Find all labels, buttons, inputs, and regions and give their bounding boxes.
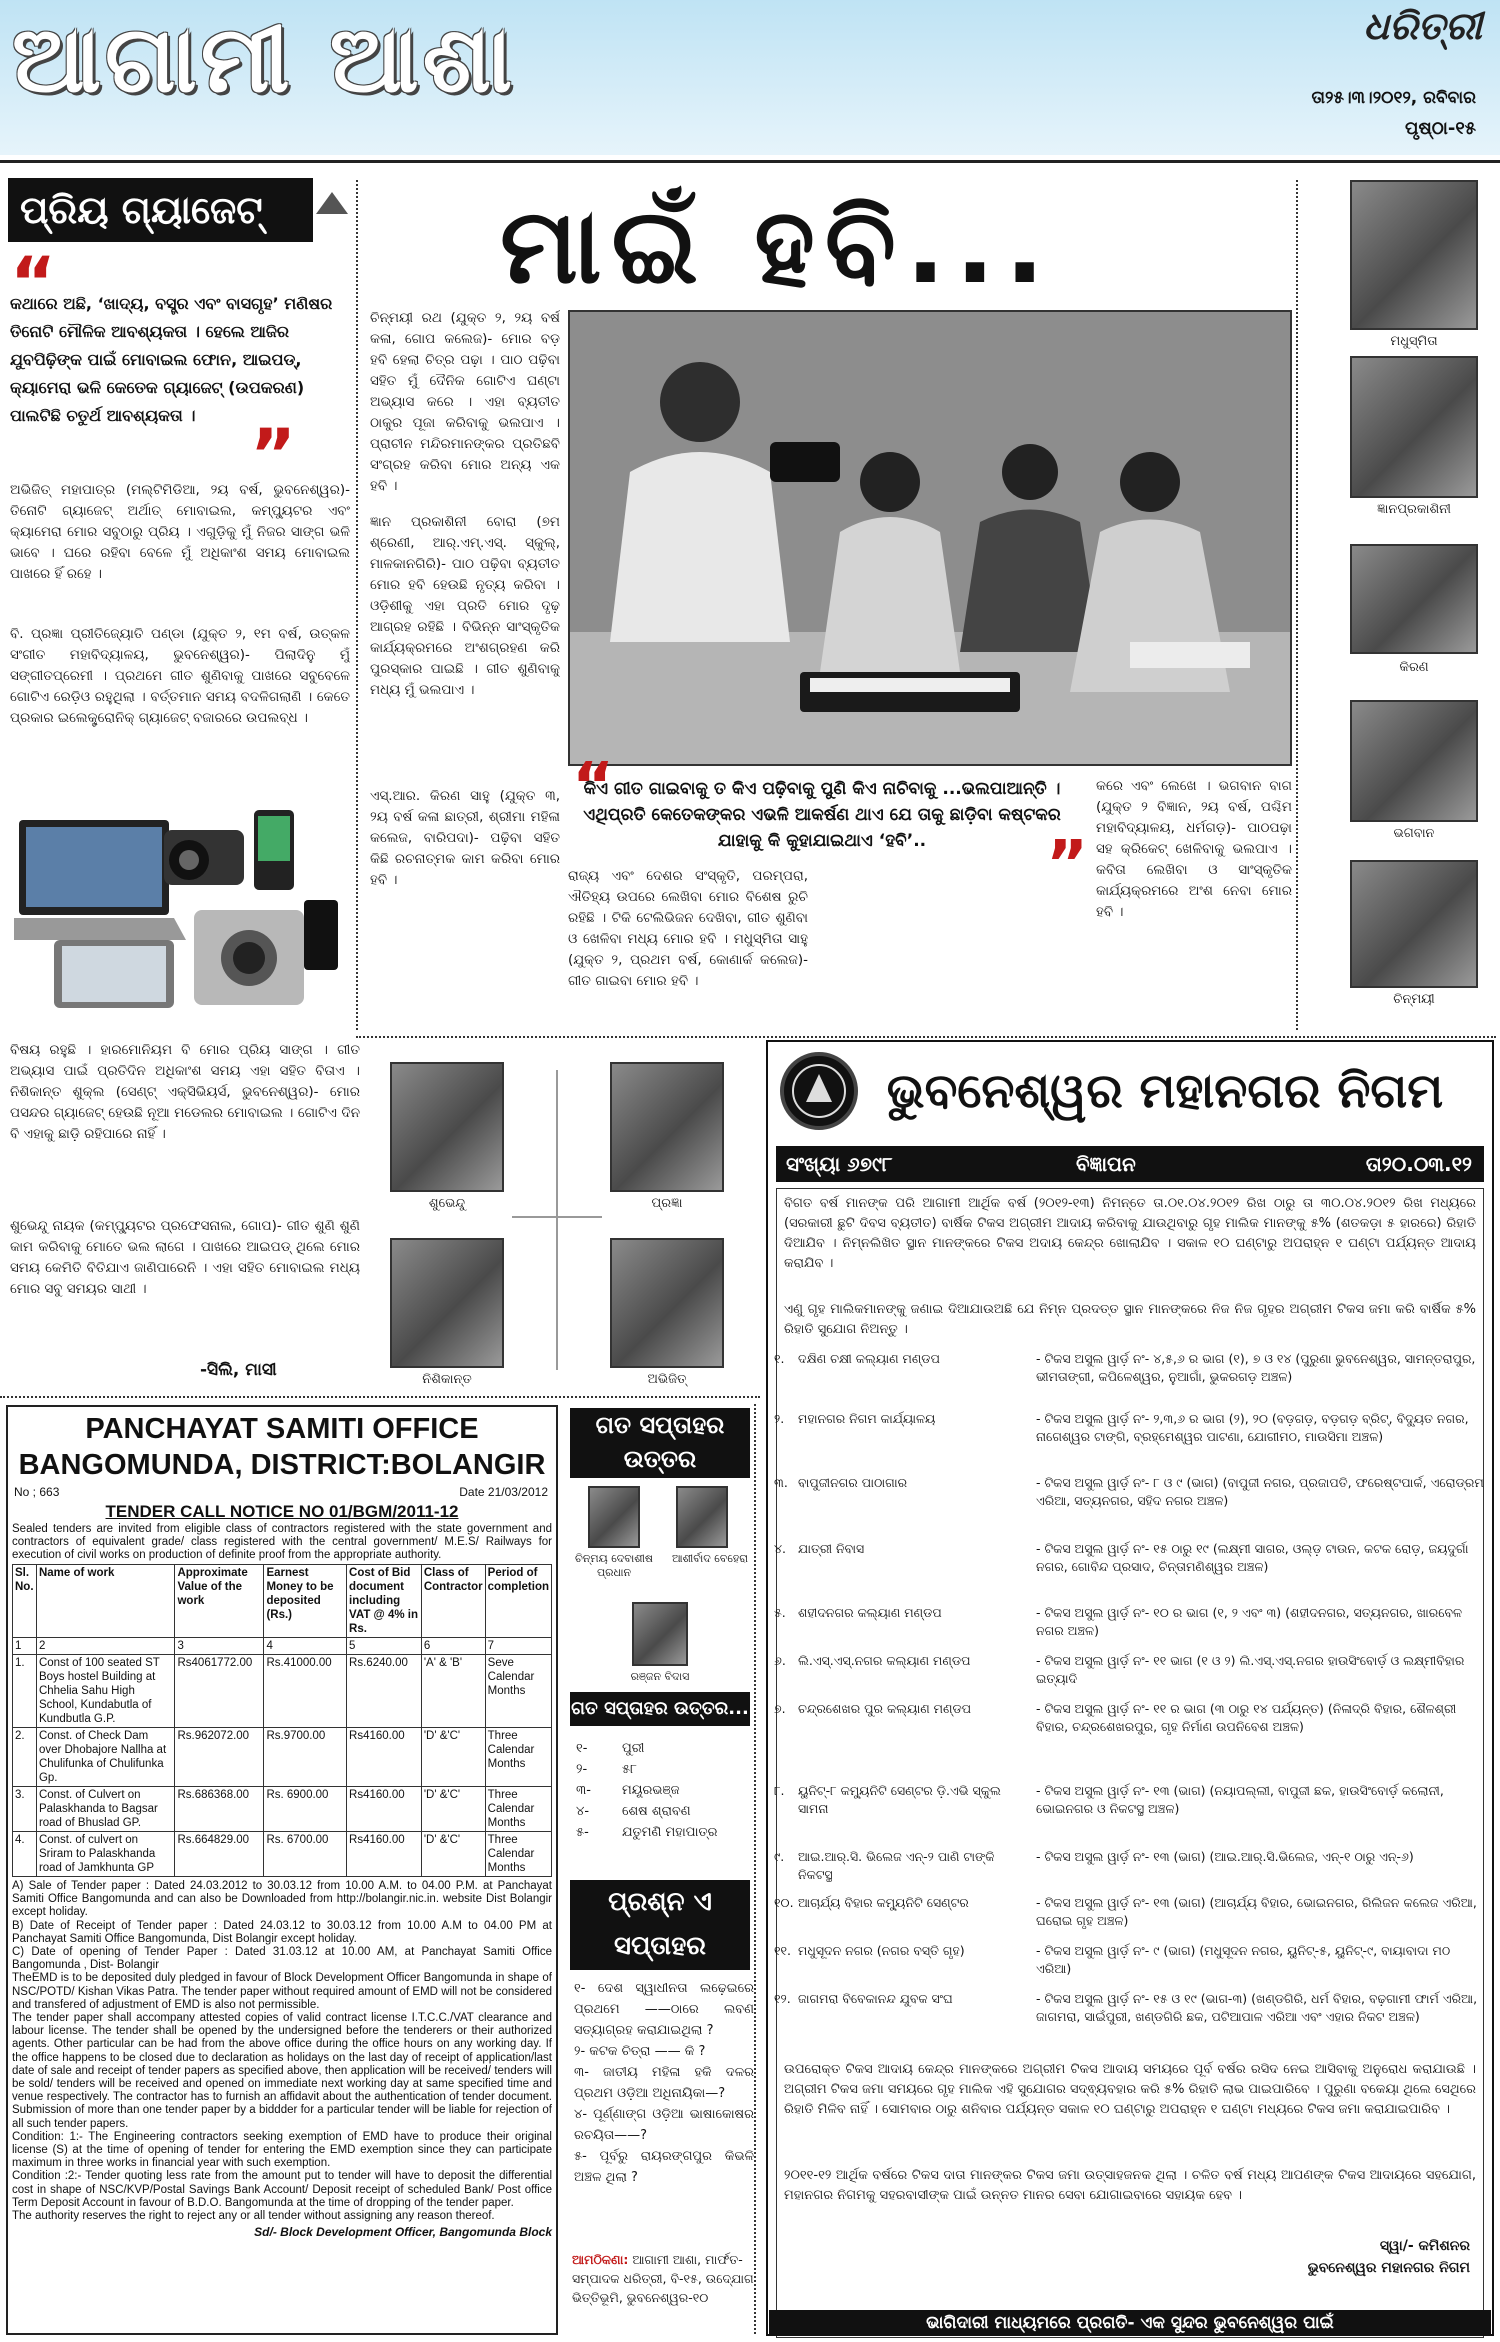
pullquote-open-icon: “ bbox=[572, 750, 615, 824]
feature-col1-para-2: ଜ୍ଞାନ ପ୍ରକାଶିନୀ ବୋରା (୭ମ ଶ୍ରେଣୀ, ଆର୍.ଏମ୍.ଏସ୍. ସ୍କୁଲ୍, ମାଳକାନଗିରି)- ପାଠ ପଢ଼ିବା ବ୍ୟତୀତ ମୋର ହବି ହେଉଛି ନୃତ୍ୟ କରିବା । ଓଡ଼ିଶୀକୁ ଏହା ପ୍ରତି ମୋର ଦୃଢ଼ ଆଗ୍ରହ ରହିଛି । ବିଭିନ୍ନ ସାଂସ୍କୃତିକ କାର୍ଯ୍ୟକ୍ରମରେ ଅଂଶଗ୍ରହଣ କରି ପୁରସ୍କାର ପାଇଛି । ଗୀତ ଶୁଣିବାକୁ ମଧ୍ୟ ମୁଁ ଭଲପାଏ । bbox=[370, 514, 560, 698]
thumb-photo-shubhendu bbox=[390, 1062, 504, 1192]
tender-cell: Rs.6240.00 bbox=[347, 1655, 422, 1728]
quiz-answer-text: ଯତୁମଣି ମହାପାତ୍ର bbox=[622, 1825, 718, 1840]
portrait-caption: ଚିନ୍ମୟୀ bbox=[1393, 992, 1435, 1007]
quiz-question: ୧- ଦେଶ ସ୍ୱାଧୀନତା ଲଢ଼େଇରେ ପ୍ରଥମେ ——ଠାରେ ଲବଣ ସତ୍ୟାଗ୍ରହ କରାଯାଇଥିଲା ? bbox=[574, 1981, 754, 2038]
thumb-photo-abhijit bbox=[610, 1238, 724, 1368]
thumb-caption: ଅଭିଜିତ୍ bbox=[647, 1372, 687, 1387]
tender-place: BANGOMUNDA, DISTRICT:BOLANGIR bbox=[18, 1449, 546, 1481]
bmc-row-num: ୯. bbox=[774, 1849, 785, 1864]
bmc-row-num: ୭. bbox=[774, 1701, 786, 1716]
quiz-address-text: ଆଗାମୀ ଆଶା, ମାର୍ଫତ- ସମ୍ପାଦକ ଧରିତ୍ରୀ, ବି-୧୫, ଉଦ୍ଯୋଗ ଭିତ୍ତିଭୂମି, ଭୁବନେଶ୍ୱର-୧୦ bbox=[572, 2252, 754, 2305]
bmc-row-num: ୩. bbox=[774, 1475, 788, 1490]
quiz-question: ୩- ଜାତୀୟ ମହିଳା ହକି ଦଳର ପ୍ରଥମ ଓଡ଼ିଆ ଅଧିନାୟିକା—? bbox=[574, 2065, 754, 2101]
quiz-question-header: ପ୍ରଶ୍ନ ଏ ସପ୍ତାହର bbox=[570, 1880, 750, 1970]
feature-col2-para: ରାଜ୍ୟ ଏବଂ ଦେଶର ସଂସ୍କୃତି, ପରମ୍ପରା, ଐତିହ୍ୟ ଉପରେ ଲେଖିବା ମୋର ବିଶେଷ ରୁଚି ରହିଛି । ଟିକି ଟେଲିଭିଜନ ଦେଖିବା, ଗୀତ ଶୁଣିବା ଓ ଖେଳିବା ମଧ୍ୟ ମୋର ହବି । ମଧୁସ୍ମିତା ସାହୁ (ଯୁକ୍ତ ୨, ପ୍ରଥମ ବର୍ଷ, କୋଣାର୍କ କଲେଜ)- ଗୀତ ଗାଇବା ମୋର ହବି । bbox=[568, 868, 808, 989]
portrait-column-divider bbox=[1296, 180, 1298, 1030]
tender-cell: 4. bbox=[13, 1832, 37, 1877]
quiz-answer-text: ଶେଷ ଶ୍ରାବଣ bbox=[622, 1804, 691, 1819]
tender-cell: Rs.41000.00 bbox=[264, 1655, 347, 1728]
tender-cell: 'D' &'C' bbox=[421, 1728, 485, 1787]
bmc-row-detail: - ଟିକସ ଅସୁଲ ୱାର୍ଡ଼ ନଂ- ୧୩ (ଭାଗ) (ନୟାପଲ୍ଲୀ, ବାପୁଜୀ ଛକ, ହାଉସିଂବୋର୍ଡ଼ କଲୋନୀ, ଭୋଇନଗର ଓ ନିକଟସ୍ଥ ଅଞ୍ଚଳ) bbox=[1036, 1783, 1444, 1816]
tender-condition: TheEMD is to be deposited duly pledged in favour of Block Development Officer Bangomunda in shape of NSC/POTD/ Kishan Vikas Patra. The tender paper without required amount of EMD will not be considered and transfered of adjustment of EMD is also not permissible. bbox=[12, 1972, 552, 2011]
tender-cell: 7 bbox=[485, 1638, 551, 1655]
quiz-address bbox=[572, 2250, 754, 2307]
bmc-date: ତା୨୦.୦୩.୧୨ bbox=[1365, 1152, 1472, 1176]
portrait-caption: ମଧୁସ୍ମିତା bbox=[1390, 334, 1438, 349]
tender-header-cell: Name of work bbox=[36, 1565, 175, 1638]
masthead-divider bbox=[0, 160, 1500, 163]
tender-cell: 1 bbox=[13, 1638, 37, 1655]
gadgets-icon bbox=[14, 800, 344, 1010]
tender-cell: Const. of Culvert on Palaskhanda to Bagsar road of Bhuslad GP. bbox=[36, 1787, 175, 1832]
bmc-row-venue: ମଧୁସୂଦନ ନଗର (ନଗର ବସ୍ତି ଗୃହ) bbox=[798, 1943, 965, 1958]
thumb-caption: ଶୁଭେନ୍ଦୁ bbox=[428, 1196, 466, 1211]
thumb-photo-prajna bbox=[610, 1062, 724, 1192]
bmc-sign-2: ଭୁବନେଶ୍ୱର ମହାନଗର ନିଗମ bbox=[1307, 2260, 1470, 2276]
tender-number: No ; 663 bbox=[14, 1485, 60, 1499]
tender-title: TENDER CALL NOTICE NO 01/BGM/2011-12 bbox=[105, 1502, 459, 1521]
masthead-title: ଆଗାମୀ ଆଶା bbox=[12, 6, 517, 113]
tender-condition: C) Date of opening of Tender Paper : Dated 31.03.12 at 10.00 AM, at Panchayat Samiti Office Bangomunda , Dist- Bolangir bbox=[12, 1946, 552, 1972]
bmc-row-venue: ଶହୀଦନଗର କଲ୍ୟାଣ ମଣ୍ଡପ bbox=[798, 1605, 942, 1620]
quiz-answer-row bbox=[576, 1801, 752, 1822]
bmc-row-num: ୬. bbox=[774, 1653, 786, 1668]
feature-col2b-para bbox=[816, 866, 1056, 1018]
feature-col1-para-3: ଏସ୍.ଆର. କିରଣ ସାହୁ (ଯୁକ୍ତ ୩, ୨ୟ ବର୍ଷ କଳା ଛାତ୍ରୀ, ଶ୍ରୀମା ମହିଳା କଲେଜ, ବାରିପଦା)- ପଢ଼ିବା ସହିତ କିଛି ରଚନାତ୍ମକ କାମ କରିବା ମୋର ହବି । bbox=[370, 788, 560, 888]
feature-pull-quote: କିଏ ଗୀତ ଗାଇବାକୁ ତ କିଏ ପଢ଼ିବାକୁ ପୁଣି କିଏ ନାଚିବାକୁ ...ଭଲପାଆନ୍ତି । ଏଥିପ୍ରତି କେତେକଙ୍କର ଏଭଳି ଆକର୍ଷଣ ଥାଏ ଯେ ତାକୁ ଛାଡ଼ିବା କଷ୍ଟକର ଯାହାକୁ କି କୁହାଯାଇଥାଏ ‘ହବି’.. bbox=[583, 779, 1061, 851]
tender-cell: Three Calendar Months bbox=[485, 1728, 551, 1787]
tender-cell: 2. bbox=[13, 1728, 37, 1787]
bmc-info-bar bbox=[776, 1146, 1484, 1182]
tender-cell: Rs.686368.00 bbox=[175, 1787, 264, 1832]
quiz-answer-text: ୫୮ bbox=[622, 1762, 637, 1777]
quiz-last-week-header: ଗତ ସପ୍ତାହର ଉତ୍ତର bbox=[570, 1408, 750, 1478]
quiz-answer-num: ୨- bbox=[576, 1762, 588, 1777]
tender-row bbox=[13, 1832, 552, 1877]
bmc-row-venue: ଚନ୍ଦ୍ରଶେଖର ପୁର କଲ୍ୟାଣ ମଣ୍ଡପ bbox=[798, 1701, 972, 1716]
bmc-outro-2: ୨୦୧୧-୧୨ ଆର୍ଥିକ ବର୍ଷରେ ଟିକସ ଦାତା ମାନଙ୍କର ଟିକସ ଜମା ଉତ୍ସାହଜନକ ଥିଲା । ଚଳିତ ବର୍ଷ ମଧ୍ୟ ଆପଣଙ୍କ ଟିକସ ଆଦାୟରେ ସହଯୋଗ, ମହାନଗର ନିଗମକୁ ସହରବାସୀଙ୍କ ପାଇଁ ଉନ୍ନତ ମାନର ସେବା ଯୋଗାଇବାରେ ସହାୟକ ହେବ । bbox=[784, 2168, 1476, 2203]
tender-row bbox=[13, 1787, 552, 1832]
pullquote-close-icon: ” bbox=[1046, 828, 1089, 902]
tender-cell: Rs. 6900.00 bbox=[264, 1787, 347, 1832]
thumb-caption: ପ୍ରଜ୍ଞା bbox=[651, 1196, 683, 1211]
winner-photo bbox=[632, 1602, 688, 1666]
tender-cell: Three Calendar Months bbox=[485, 1787, 551, 1832]
page-number: ପୃଷ୍ଠା-୧୫ bbox=[1405, 118, 1476, 139]
bmc-row-detail: - ଟିକସ ଅସୁଲ ୱାର୍ଡ଼ ନଂ- ୧୦ ର ଭାଗ (୧, ୨ ଏବଂ ୩) (ଶହୀଦନଗର, ସତ୍ୟନଗର, ଖାରବେଳ ନଗର ଅଞ୍ଚଳ) bbox=[1036, 1605, 1463, 1638]
tender-cell: 'D' &'C' bbox=[421, 1787, 485, 1832]
bmc-row-venue: ବାପୁଜୀନଗର ପାଠାଗାର bbox=[798, 1475, 908, 1490]
tender-cell: Rs.9700.00 bbox=[264, 1728, 347, 1787]
portrait-caption: ଭଗବାନ bbox=[1393, 826, 1435, 841]
quote-open-icon: “ bbox=[10, 242, 57, 324]
bmc-row-detail: - ଟିକସ ଅସୁଲ ୱାର୍ଡ଼ ନଂ- ୧୩ (ଭାଗ) (ଆଇ.ଆର୍.ସି.ଭିଲେଜ, ଏନ୍-୧ ଠାରୁ ଏନ୍-୬) bbox=[1036, 1849, 1414, 1864]
tender-cell: Rs. 6700.00 bbox=[264, 1832, 347, 1877]
bmc-row-detail: - ଟିକସ ଅସୁଲ ୱାର୍ଡ଼ ନଂ- ୧୩ (ଭାଗ) (ଆଚାର୍ଯ୍ୟ ବିହାର, ଭୋଇନଗର, ରିଲିଜନ କଲେଜ ଏରିଆ, ଘରୋଇ ଗୃହ ଅଞ୍ଚଳ) bbox=[1036, 1895, 1477, 1928]
bmc-row-venue: ଲି.ଏସ୍.ଏସ୍.ନଗର କଲ୍ୟାଣ ମଣ୍ଡପ bbox=[798, 1653, 971, 1668]
tender-cell: Rs4160.00 bbox=[347, 1787, 422, 1832]
tender-signature: Sd/- Block Development Officer, Bangomunda Block bbox=[254, 2225, 552, 2240]
bmc-row-detail: - ଟିକସ ଅସୁଲ ୱାର୍ଡ଼ ନଂ- ୧୫ ଓ ୧୯ (ଭାଗ-୩) (ଖଣ୍ଡଗିରି, ଧର୍ମ ବିହାର, ବଢ଼ଗାମୀ ଫାର୍ମ ଏରିଆ, ଜାଗମରା, ସାଇଁପୁରୀ, ଖଣ୍ଡଗିରି ଛକ, ପଟିଆପାଳ ଏରିଆ ଏବଂ ଏହାର ନିକଟ ଅଞ୍ଚଳ) bbox=[1036, 1991, 1478, 2024]
portrait-bhagaban bbox=[1350, 700, 1478, 822]
thumb-photo-nishikanta bbox=[390, 1238, 504, 1368]
tender-cell: 3. bbox=[13, 1787, 37, 1832]
bmc-row-num: ୧୨. bbox=[774, 1991, 791, 2006]
bmc-row-detail: - ଟିକସ ଅସୁଲ ୱାର୍ଡ଼ ନଂ- ୮ ଓ ୯ (ଭାଗ) (ବାପୁଜୀ ନଗର, ପ୍ରଜାପତି, ଫରେଷ୍ଟପାର୍କ, ଏରୋଡ୍ରମ ଏରିଆ, ସତ୍ୟନଗର, ସହିଦ ନଗର ଅଞ୍ଚଳ) bbox=[1036, 1475, 1484, 1508]
bmc-row-venue: ଜାଗମରା ବିବେକାନନ୍ଦ ଯୁବକ ସଂଘ bbox=[798, 1991, 953, 2006]
bmc-footer-slogan: ଭାଗିଦାରୀ ମାଧ୍ୟମରେ ପ୍ରଗତି- ଏକ ସୁନ୍ଦର ଭୁବନେଶ୍ୱର ପାଇଁ bbox=[769, 2310, 1491, 2336]
quiz-question: ୫- ପୂର୍ବରୁ ରାୟରଙ୍ଗପୁର କିଭଳି ଅଞ୍ଚଳ ଥିଲା ? bbox=[574, 2149, 754, 2185]
tender-row bbox=[13, 1728, 552, 1787]
winner-name: ଚିନ୍ମୟ ଦେବାଶୀଷ ପ୍ରଧାନ bbox=[575, 1552, 653, 1579]
quiz-answer-num: ୫- bbox=[576, 1825, 589, 1840]
bmc-row-venue: ଦକ୍ଷିଣ ଚକ୍ଷୀ କଲ୍ୟାଣ ମଣ୍ଡପ bbox=[798, 1351, 940, 1366]
tender-cell: Rs4160.00 bbox=[347, 1832, 422, 1877]
bmc-row-num: ୧୧. bbox=[774, 1943, 791, 1958]
gadget-illustration bbox=[14, 800, 344, 1010]
bmc-row-num: ୪. bbox=[774, 1541, 786, 1556]
triangle-icon bbox=[316, 192, 348, 214]
tender-condition: Condition :2:- Tender quoting less rate from the amount put to tender will have to deposit the differential cost in shape of NSC/KVP/Postal Savings Bank Account/ Deposit receipt of scheduled Bank/ Post office Term Deposit Account in favour of B.D.O. Bangomunda at the time of dropping of the tender paper. bbox=[12, 2170, 552, 2209]
bmc-title: ଭୁବନେଶ୍ୱର ମହାନଗର ନିଗମ bbox=[886, 1063, 1444, 1119]
winner-name: ରଞ୍ଜନ ବିଦାସ bbox=[630, 1670, 690, 1683]
bmc-number: ସଂଖ୍ୟା ୬୭୯୮ bbox=[786, 1152, 893, 1176]
quote-close-icon: ” bbox=[250, 414, 297, 496]
bmc-row-num: ୨. bbox=[774, 1411, 785, 1426]
tender-header-cell: Class of Contractor bbox=[421, 1565, 485, 1638]
tender-cell: 'D' &'C' bbox=[421, 1832, 485, 1877]
bmc-row-detail: - ଟିକସ ଅସୁଲ ୱାର୍ଡ଼ ନଂ- ୯ (ଭାଗ) (ମଧୁସୂଦନ ନଗର, ୟୁନିଟ୍-୫, ୟୁନିଟ୍-୯, ବାୟାବାଦା ମଠ ଏରିଆ) bbox=[1036, 1943, 1451, 1976]
quiz-answer-num: ୪- bbox=[576, 1804, 590, 1819]
bmc-row-detail: - ଟିକସ ଅସୁଲ ୱାର୍ଡ଼ ନଂ- ୧୧ ର ଭାଗ (୩ ଠାରୁ ୧୪ ପର୍ଯ୍ୟନ୍ତ) (ନିଳାଦ୍ରି ବିହାର, ଶୈଳଶ୍ରୀ ବିହାର, ଚନ୍ଦ୍ରଶେଖରପୁର, ଗୃହ ନିର୍ମାଣ ଉପନିବେଶ ଅଞ୍ଚଳ) bbox=[1036, 1701, 1457, 1734]
tender-cell: Const. of Check Dam over Dhobajore Nallha at Chulifunka of Chulifunka Gp. bbox=[36, 1728, 175, 1787]
portrait-caption: ଜ୍ଞାନପ୍ରକାଶିନୀ bbox=[1377, 502, 1451, 517]
tender-colnum-row bbox=[13, 1638, 552, 1655]
tender-condition: Condition: 1:- The Engineering contractors seeking exemption of EMD have to produce their original license (S) at the time of opening of tender for entering the EMD exemption since they can participate maximum in three works in financial year with such exemption. bbox=[12, 2130, 552, 2170]
tender-conditions bbox=[12, 1880, 552, 2223]
feature-bottom-divider bbox=[356, 1036, 1496, 1038]
tender-cell: 3 bbox=[175, 1638, 264, 1655]
tender-header-cell: Cost of Bid document including VAT @ 4% in Rs. bbox=[347, 1565, 422, 1638]
bmc-row-num: ୮. bbox=[774, 1783, 785, 1798]
brand-logo: ଧରିତ୍ରୀ bbox=[1363, 4, 1482, 48]
quiz-answer-row bbox=[576, 1759, 752, 1780]
winner-photo bbox=[588, 1486, 640, 1548]
tender-condition: The authority reserves the right to reject any or all tender without assigning any reason thereof. bbox=[12, 2210, 495, 2223]
bmc-row-venue: ୟୁନିଟ୍-୮ କମ୍ୟୁନିଟି ସେଣ୍ଟର ଡ଼ି.ଏଭି ସ୍କୁଲ ସାମନା bbox=[798, 1783, 1001, 1816]
gadget-para-4: ଶୁଭେନ୍ଦୁ ନାୟକ (କମ୍ପ୍ୟୁଟର ପ୍ରଫେସନାଲ, ଗୋପ)- ଗୀତ ଶୁଣି ଶୁଣି କାମ କରିବାକୁ ମୋତେ ଭଲ ଲାଗେ । ପାଖରେ ଆଇପଡ୍ ଥିଲେ ମୋର ସମୟ କେମିତି ବିତିଯାଏ ଜାଣିପାରେନି । ଏହା ସହିତ ମୋବାଇଲ ମଧ୍ୟ ମୋର ସବୁ ସମୟର ସାଥୀ । bbox=[10, 1218, 360, 1297]
portrait-caption: କିରଣ bbox=[1399, 660, 1429, 675]
tender-cell: Seve Calendar Months bbox=[485, 1655, 551, 1728]
quiz-answer-row bbox=[576, 1822, 752, 1843]
tender-date: Date 21/03/2012 bbox=[459, 1485, 548, 1499]
quiz-answer-num: ୧- bbox=[576, 1741, 588, 1756]
quiz-answer-row bbox=[576, 1780, 752, 1801]
tender-cell: 2 bbox=[36, 1638, 175, 1655]
bmc-row-detail: - ଟିକସ ଅସୁଲ ୱାର୍ଡ଼ ନଂ- ୪,୫,୬ ର ଭାଗ (୧), ୭ ଓ ୧୪ (ପୁରୁଣା ଭୁବନେଶ୍ୱର, ସାମନ୍ତରାପୁର, ଭୀମତାଙ୍ଗୀ, କପିଳେଶ୍ୱର, ନୁଆଗାଁ, ଭୁକରଗଡ଼ ଅଞ୍ଚଳ) bbox=[1036, 1351, 1476, 1384]
bmc-sign-1: ସ୍ୱା/- କମିଶନର bbox=[1379, 2238, 1470, 2254]
tender-cell: Rs.962072.00 bbox=[175, 1728, 264, 1787]
bmc-row-venue: ମହାନଗର ନିଗମ କାର୍ଯ୍ୟାଳୟ bbox=[798, 1411, 936, 1426]
group-photo-icon bbox=[570, 312, 1292, 766]
gadget-para-1: ଅଭିଜିତ୍ ମହାପାତ୍ର (ମଲ୍ଟିମିଡିଆ, ୨ୟ ବର୍ଷ, ଭୁବନେଶ୍ୱର)- ତିନୋଟି ଗ୍ୟାଜେଟ୍ ଅର୍ଥାତ୍ ମୋବାଇଲ, କମ୍ପ୍ୟୁଟର ଏବଂ କ୍ୟାମେରା ମୋର ସବୁଠାରୁ ପ୍ରିୟ । ଏଗୁଡ଼ିକୁ ମୁଁ ନିଜର ସାଙ୍ଗ ଭଳି ଭାବେ । ଘରେ ରହିବା ବେଳେ ମୁଁ ଅଧିକାଂଶ ସମୟ ମୋବାଇଲ ପାଖରେ ହିଁ ରହେ । bbox=[10, 482, 350, 582]
tender-header-cell: Earnest Money to be deposited (Rs.) bbox=[264, 1565, 347, 1638]
gadget-column-divider bbox=[356, 180, 358, 1030]
quiz-answer-num: ୩- bbox=[576, 1783, 591, 1798]
portrait-jnanaprakashini bbox=[1350, 356, 1478, 498]
tender-cell: Rs4061772.00 bbox=[175, 1655, 264, 1728]
bmc-row-detail: - ଟିକସ ଅସୁଲ ୱାର୍ଡ଼ ନଂ- ୧୧ ଭାଗ (୧ ଓ ୨) ଲି.ଏସ୍.ଏସ୍.ନଗର ହାଉସିଂବୋର୍ଡ଼ ଓ ଲକ୍ଷ୍ମୀବିହାର ଇତ୍ୟାଦି bbox=[1036, 1653, 1465, 1686]
tender-cell: Const of 100 seated ST Boys hostel Building at Chhelia Sahu High School, Kundabutla of Kundbutla G.P. bbox=[36, 1655, 175, 1728]
gadget-signature: -ସିଲି, ମାସୀ bbox=[200, 1360, 277, 1380]
bmc-row-venue: ଆଚାର୍ଯ୍ୟ ବିହାର କମ୍ୟୁନିଟି ସେଣ୍ଟର bbox=[798, 1895, 969, 1910]
tender-header-cell: Sl. No. bbox=[13, 1565, 37, 1638]
winner-photo bbox=[676, 1486, 728, 1548]
portrait-chinmayee bbox=[1350, 860, 1478, 988]
thumb-caption: ନିଶିକାନ୍ତ bbox=[422, 1372, 472, 1387]
tender-condition: The tender paper shall accompany attested copies of valid contract license I.T.C.C./VAT clearance and labour license. The tender shall be opened by the undersigned before the tenderers or their authorized agents. Other particular can be had from the above office during the office hours on any working day. If the office happens to be closed due to declaration as holidays on the last day of receipt of application/last date of sale and receipt of tender papers as specified above, then application will be received/ tenders will be sold/ tenders will be received and opened on immediate next working day at same specified time and venue respectively. The contractor has to furnish an affidavit about the authentication of tender document. Submission of more than one tender paper by a biddder for a particular tender will be liable for rejection of all such tender papers. bbox=[12, 2012, 552, 2130]
gadget-spacer bbox=[10, 1020, 350, 1030]
tender-notice bbox=[6, 1405, 558, 2335]
quiz-question: ୨- କଟକ ଚିତ୍ରା —— କି ? bbox=[574, 2044, 706, 2059]
gadget-bottom-divider bbox=[0, 1396, 760, 1398]
tender-cell: 5 bbox=[347, 1638, 422, 1655]
masthead bbox=[0, 0, 1500, 155]
tender-intro: Sealed tenders are invited from eligible class of contractors registered with the state government and contractors of equivalent grade/ class registered with the central government/ M.E.S/ Railways for execution of civil works on production of definite proof from the appropriate authority. bbox=[12, 1523, 552, 1561]
bmc-row-detail: - ଟିକସ ଅସୁଲ ୱାର୍ଡ଼ ନଂ- ୧୫ ଠାରୁ ୧୯ (ଲକ୍ଷ୍ମୀ ସାଗର, ଓଲ୍ଡ଼ ଟାଉନ, କଟକ ରୋଡ଼, ଜୟଦୁର୍ଗା ନଗର, ଗୋବିନ୍ଦ ପ୍ରସାଦ, ଚିନ୍ତାମଣିଶ୍ୱର ଅଞ୍ଚଳ) bbox=[1036, 1541, 1469, 1574]
quiz-questions bbox=[574, 1978, 754, 2188]
tender-cell: Rs4160.00 bbox=[347, 1728, 422, 1787]
hobby-group-photo bbox=[568, 310, 1292, 766]
portrait-madhusmita bbox=[1350, 180, 1478, 330]
gadget-para-2: ବି. ପ୍ରଜ୍ଞା ପ୍ରୀତିଜ୍ୟୋତି ପଣ୍ଡା (ଯୁକ୍ତ ୨, ୧ମ ବର୍ଷ, ଉତ୍କଳ ସଂଗୀତ ମହାବିଦ୍ୟାଳୟ, ଭୁବନେଶ୍ୱର)- ପିଲାଦିନୁ ମୁଁ ସଙ୍ଗୀତପ୍ରେମୀ । ପ୍ରଥମେ ଗୀତ ଶୁଣିବାକୁ ପାଖରେ ସବୁବେଳେ ଗୋଟିଏ ରେଡ଼ିଓ ରହୁଥିଲା । ବର୍ତ୍ତମାନ ସମୟ ବଦଳିଗଲାଣି । କେତେ ପ୍ରକାର ଇଲେକ୍ଟ୍ରୋନିକ୍ ଗ୍ୟାଜେଟ୍ ବଜାରରେ ଉପଲବ୍ଧ । bbox=[10, 626, 350, 726]
tender-table bbox=[12, 1564, 552, 1877]
tender-header-cell: Approximate Value of the work bbox=[175, 1565, 264, 1638]
tender-header-row bbox=[13, 1565, 552, 1638]
issue-date: ତା୨୫।୩।୨୦୧୨, ରବିବାର bbox=[1311, 88, 1476, 108]
bmc-row-detail: - ଟିକସ ଅସୁଲ ୱାର୍ଡ଼ ନଂ- ୨,୩,୬ ର ଭାଗ (୨), ୨୦ (ବଡ଼ଗଡ଼, ବଡ଼ଗଡ଼ ବ୍ରିଟ୍, ବିଦ୍ୟୁତ ନଗର, ନାଗେଶ୍ୱର ଟାଙ୍ଗି, ବ୍ରହ୍ମେଶ୍ୱର ପାଟଣା, ଯୋଗୀମଠ, ମାଉସିମା ଅଞ୍ଚଳ) bbox=[1036, 1411, 1469, 1444]
section-label-gadget: ପ୍ରିୟ ଗ୍ୟାଜେଟ୍ bbox=[8, 178, 313, 242]
portrait-kiran bbox=[1350, 544, 1478, 654]
tender-condition: A) Sale of Tender paper : Dated 24.03.2012 to 30.03.12 from 10.00 A.M. to 04.00 P.M. at Panchayat Samiti Office Bangomunda and can also be Downloaded from http://bolangir.nic.in. website Dist Bolangir except holiday. bbox=[12, 1880, 552, 1919]
tender-cell: 6 bbox=[421, 1638, 485, 1655]
tender-cell: Const. of culvert on Sriram to Palaskhanda road of Jamkhunta GP bbox=[36, 1832, 175, 1877]
tender-row bbox=[13, 1655, 552, 1728]
quiz-answers bbox=[576, 1738, 752, 1843]
tender-cell: Rs.664829.00 bbox=[175, 1832, 264, 1877]
tender-cell: 1. bbox=[13, 1655, 37, 1728]
quiz-answers-header: ଗତ ସପ୍ତାହର ଉତ୍ତର... bbox=[570, 1692, 750, 1726]
quiz-question: ୪- ପୂର୍ଣ୍ଣାଙ୍ଗ ଓଡ଼ିଆ ଭାଷାକୋଷର ରଚୟିତା——? bbox=[574, 2107, 754, 2143]
bmc-outro: ଉପରୋକ୍ତ ଟିକସ ଆଦାୟ କେନ୍ଦ୍ର ମାନଙ୍କରେ ଅଗ୍ରୀମ ଟିକସ ଆଦାୟ ସମୟରେ ପୂର୍ବ ବର୍ଷର ରସିଦ ନେଇ ଆସିବାକୁ ଅନୁରୋଧ କରାଯାଉଛି । ଅଗ୍ରୀମ ଟିକସ ଜମା ସମୟରେ ଗୃହ ମାଲିକ ଏହି ସୁଯୋଗର ସଦ୍ଵ୍ୟବହାର କରି ୫% ରିହାତି ଲାଭ ପାଇପାରିବେ । ପୁରୁଣା ବକେୟା ଥିଲେ ସେଥିରେ ରିହାତି ମିଳିବ ନାହିଁ । ସୋମବାର ଠାରୁ ଶନିବାର ପର୍ଯ୍ୟନ୍ତ ସକାଳ ୧୦ ଘଣ୍ଟାରୁ ଅପରାହ୍ନ ୧ ଘଣ୍ଟା ମଧ୍ୟରେ ଟିକସ ଜମା କରାଯାଇପାରିବ । bbox=[784, 2062, 1476, 2117]
bmc-advertisement bbox=[766, 1040, 1494, 2336]
tender-cell: 4 bbox=[264, 1638, 347, 1655]
feature-headline: ମାଇଁ ହବି... bbox=[500, 185, 1055, 307]
bmc-row-num: ୫. bbox=[774, 1605, 786, 1620]
bmc-intro-2: ଏଣୁ ଗୃହ ମାଲିକମାନଙ୍କୁ ଜଣାଇ ଦିଆଯାଉଅଛି ଯେ ନିମ୍ନ ପ୍ରଦତ୍ତ ସ୍ଥାନ ମାନଙ୍କରେ ନିଜ ନିଜ ଗୃହର ଅଗ୍ରୀମ ଟିକସ ଜମା କରି ବାର୍ଷିକ ୫% ରିହାତି ସୁଯୋଗ ନିଅନ୍ତୁ । bbox=[784, 1302, 1476, 1337]
gadget-para-3: ବିଷୟ ରହୁଛି । ହାରମୋନିୟମ ବି ମୋର ପ୍ରିୟ ସାଙ୍ଗ । ଗୀତ ଅଭ୍ୟାସ ପାଇଁ ପ୍ରତିଦିନ ଅଧିକାଂଶ ସମୟ ଏହା ସହିତ ବିତାଏ । ନିଶିକାନ୍ତ ଶୁକ୍ଲ (ସେଣ୍ଟ୍ ଏକ୍ସିଭିୟର୍ସ, ଭୁବନେଶ୍ୱର)- ମୋର ପସନ୍ଦର ଗ୍ୟାଜେଟ୍ ହେଉଛି ନୂଆ ମଡେଲର ମୋବାଇଲ । ଗୋଟିଏ ଦିନ ବି ଏହାକୁ ଛାଡ଼ି ରହିପାରେ ନାହିଁ । bbox=[10, 1042, 360, 1142]
bmc-row-venue: ଆଇ.ଆର୍.ସି. ଭିଲେଜ ଏନ୍-୨ ପାଣି ଟାଙ୍କି ନିକଟସ୍ଥ bbox=[798, 1849, 995, 1882]
winner-name: ଆଶୀର୍ବାଦ ବେହେରା bbox=[672, 1552, 748, 1565]
bmc-label: ବିଜ୍ଞାପନ bbox=[1076, 1152, 1136, 1176]
feature-col1-para-1: ଚିନ୍ମୟୀ ରଥ (ଯୁକ୍ତ ୨, ୨ୟ ବର୍ଷ କଳା, ଗୋପ କଲେଜ)- ମୋର ବଡ଼ ହବି ହେଲା ଚିତ୍ର ପଢ଼ା । ପାଠ ପଢ଼ିବା ସହିତ ମୁଁ ଦୈନିକ ଗୋଟିଏ ଘଣ୍ଟା ଅଭ୍ୟାସ କରେ । ଏହା ବ୍ୟତୀତ ଠାକୁର ପୂଜା କରିବାକୁ ଭଲପାଏ । ପ୍ରାଚୀନ ମନ୍ଦିରମାନଙ୍କର ପ୍ରତିଛବି ସଂଗ୍ରହ କରିବା ମୋର ଅନ୍ୟ ଏକ ହବି । bbox=[370, 310, 560, 494]
bmc-row-num: ୧୦. bbox=[774, 1895, 794, 1910]
tender-cell: 'A' & 'B' bbox=[421, 1655, 485, 1728]
thumb-cross-v bbox=[556, 1070, 558, 1370]
tender-header-cell: Period of completion bbox=[485, 1565, 551, 1638]
feature-col3-para: କରେ ଏବଂ ଲେଖେ । ଭଗବାନ ବାଗ (ଯୁକ୍ତ ୨ ବିଜ୍ଞାନ, ୨ୟ ବର୍ଷ, ପଶ୍ଚିମ ମହାବିଦ୍ୟାଳୟ, ଧର୍ମଗଡ଼)- ପାଠପଢ଼ା ସହ କ୍ରିକେଟ୍ ଖେଳିବାକୁ ଭଲପାଏ । କବିତା ଲେଖିବା ଓ ସାଂସ୍କୃତିକ କାର୍ଯ୍ୟକ୍ରମରେ ଅଂଶ ନେବା ମୋର ହବି । bbox=[1096, 778, 1292, 920]
quiz-answer-text: ମୟୂରଭଞ୍ଜ bbox=[622, 1783, 680, 1798]
bmc-row-num: ୧. bbox=[774, 1351, 785, 1366]
gadget-intro: କଥାରେ ଅଛି, ‘ଖାଦ୍ୟ, ବସ୍ତ୍ର ଏବଂ ବାସଗୃହ’ ମଣିଷର ତିନୋଟି ମୌଳିକ ଆବଶ୍ୟକତା । ହେଲେ ଆଜିର ଯୁବପିଢ଼ିଙ୍କ ପାଇଁ ମୋବାଇଲ ଫୋନ, ଆଇପଡ୍, କ୍ୟାମେରା ଭଳି କେତେକ ଗ୍ୟାଜେଟ୍ (ଉପକରଣ) ପାଲଟିଛି ଚତୁର୍ଥ ଆବଶ୍ୟକତା । bbox=[10, 294, 333, 425]
bmc-intro: ବିଗତ ବର୍ଷ ମାନଙ୍କ ପରି ଆଗାମୀ ଆର୍ଥିକ ବର୍ଷ (୨୦୧୨-୧୩) ନିମନ୍ତେ ତା.୦୧.୦୪.୨୦୧୨ ରିଖ ଠାରୁ ତା ୩୦.୦୪.୨୦୧୨ ରିଖ ମଧ୍ୟରେ (ସରକାରୀ ଛୁଟି ଦିବସ ବ୍ୟତୀତ) ବାର୍ଷିକ ଟିକସ ଅଗ୍ରୀମ ଆଦାୟ କରିବାକୁ ଯାଉଥିବାରୁ ଗୃହ ମାଲିକ ମାନଙ୍କୁ ୫% (ଶତକଡ଼ା ୫ ହାରରେ) ରିହାତି ଦିଆଯିବ । ନିମ୍ନଲିଖିତ ସ୍ଥାନ ମାନଙ୍କରେ ଟିକସ ଅଦାୟ କେନ୍ଦ୍ର ଖୋଲାଯିବ । ସକାଳ ୧୦ ଘଣ୍ଟାରୁ ଅପରାହ୍ନ ୧ ଘଣ୍ଟା ପର୍ଯ୍ୟନ୍ତ ଆଦାୟ କରାଯିବ । bbox=[784, 1196, 1476, 1271]
tender-condition: B) Date of Receipt of Tender paper : Dated 24.03.12 to 30.03.12 from 10.00 A.M to 04.00 PM at Panchayat Samiti Office Bangomunda, Dist Bolangir except holiday. bbox=[12, 1919, 552, 1945]
tender-office: PANCHAYAT SAMITI OFFICE bbox=[85, 1413, 479, 1445]
quiz-answer-text: ପୁରୀ bbox=[622, 1741, 645, 1756]
tender-cell: Three Calendar Months bbox=[485, 1832, 551, 1877]
quiz-answer-row bbox=[576, 1738, 752, 1759]
quiz-address-label: ଆମଠିକଣା: bbox=[572, 2252, 629, 2267]
bmc-row-venue: ଯାତ୍ରୀ ନିବାସ bbox=[798, 1541, 865, 1556]
